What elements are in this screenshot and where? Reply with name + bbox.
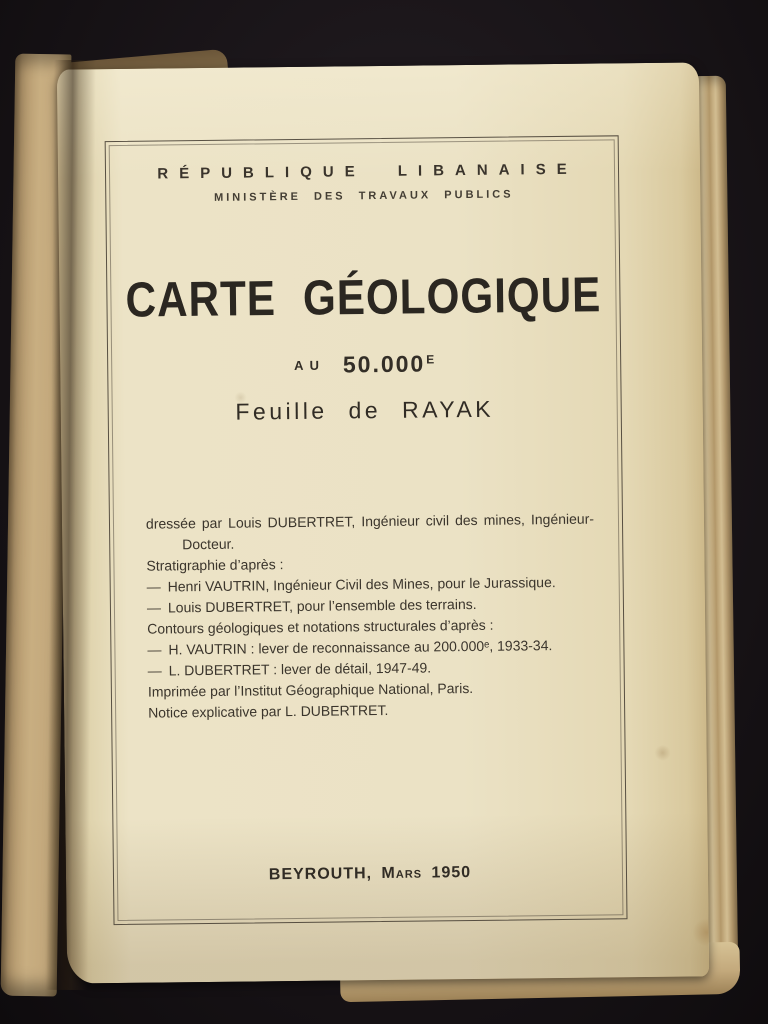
ministry-heading: MINISTÈRE DES TRAVAUX PUBLICS [213,188,514,204]
scale-exponent: E [426,352,435,367]
contours-heading: Contours géologiques et notations structurales d’après : [147,616,494,637]
imprint-line: Imprimée par l’Institut Géographique National, Paris. [147,679,474,700]
notice-line: Notice explicative par L. DUBERTRET. [148,701,389,721]
stratigraphy-item: — Louis DUBERTRET, pour l’ensemble des terrains. [146,595,477,616]
contours-item: — L. DUBERTRET : lever de détail, 1947-49. [147,659,432,679]
page-header [106,160,618,205]
author-credit: dressée par Louis DUBERTRET, Ingénieur civil des mines, Ingénieur-Docteur. [145,510,595,553]
map-title: CARTE GÉOLOGIQUE [125,267,602,328]
contours-item: — H. VAUTRIN : lever de reconnaissance au 200.000ᵉ, 1933-34. [147,637,553,658]
stratigraphy-heading: Stratigraphie d’après : [146,556,284,574]
sheet-title: Feuille de RAYAK [235,395,495,425]
title-page [57,62,709,983]
republic-heading: RÉPUBLIQUE LIBANAISE [157,160,578,183]
scale-prefix: AU [294,357,325,373]
page-border-frame [105,135,628,925]
colophon: BEYROUTH, Mars 1950 [268,864,472,884]
stratigraphy-item: — Henri VAUTRIN, Ingénieur Civil des Mines, pour le Jurassique. [146,574,556,595]
scale-value: 50.000 [342,350,426,378]
credits-block [146,509,596,724]
